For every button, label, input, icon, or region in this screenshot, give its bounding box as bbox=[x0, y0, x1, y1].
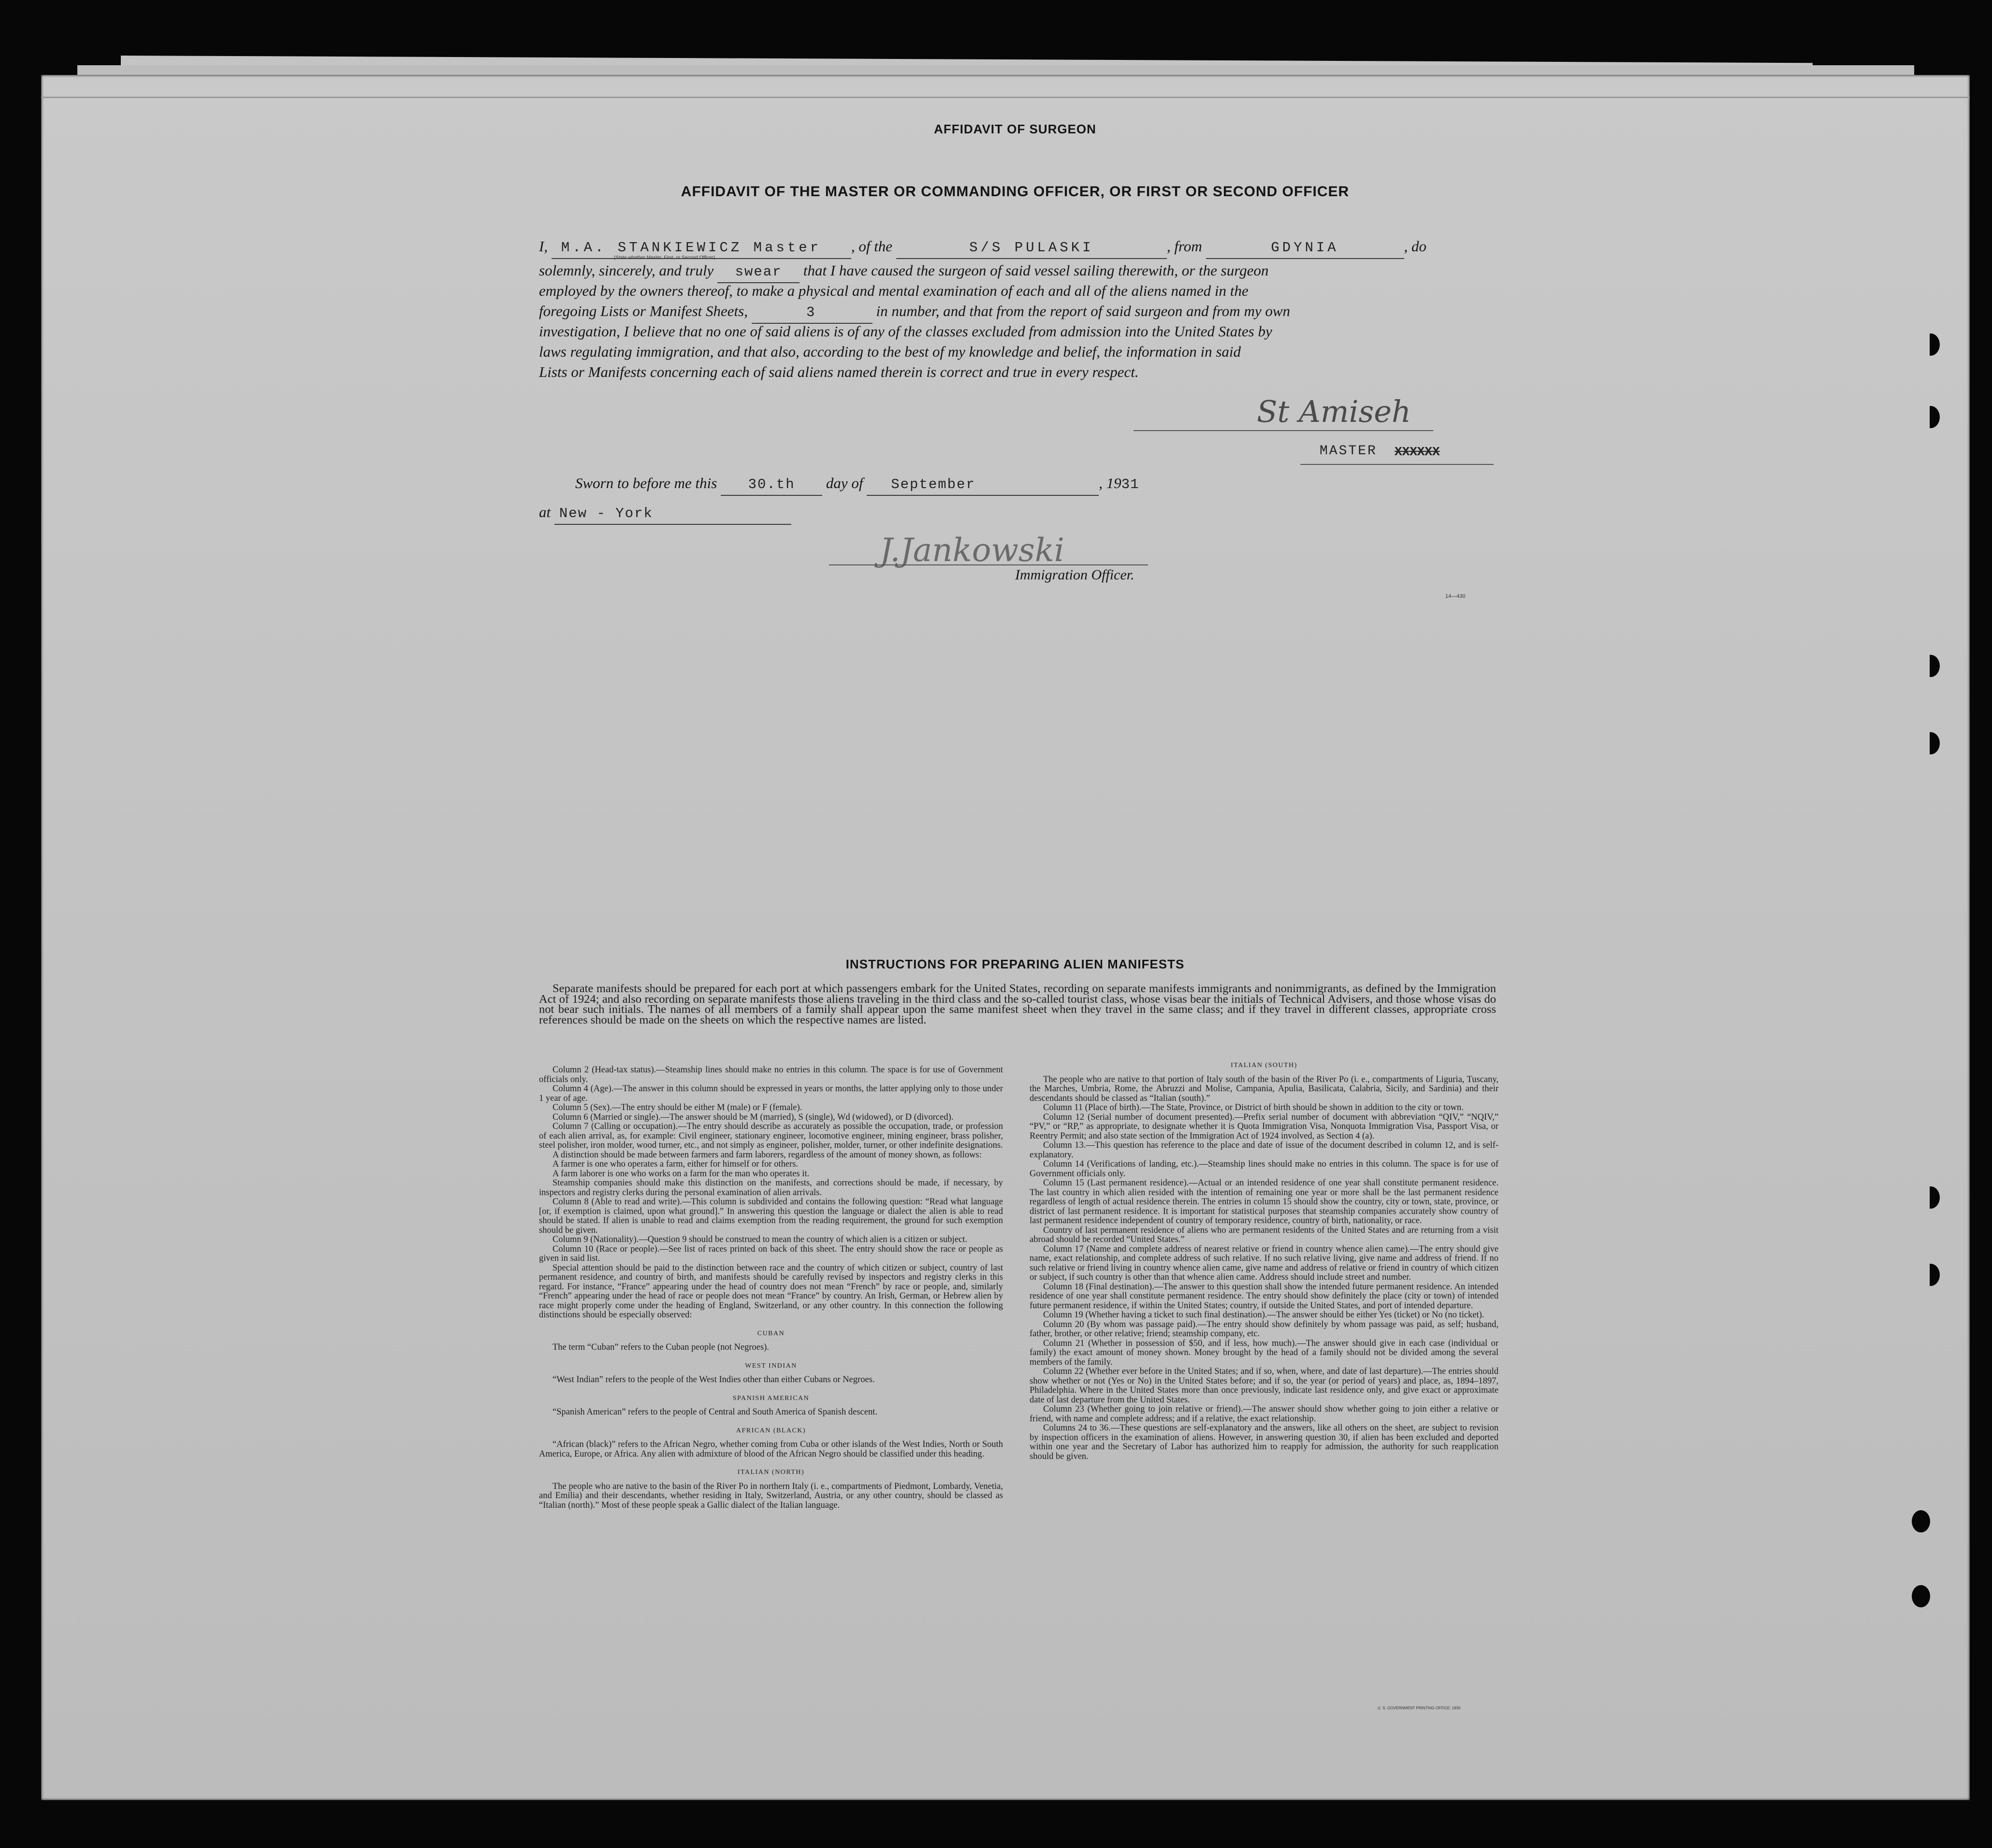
header-top: AFFIDAVIT OF SURGEON bbox=[934, 122, 1096, 136]
sworn-year: 31 bbox=[1121, 476, 1139, 492]
sworn-text: day of bbox=[826, 475, 863, 491]
instruction-paragraph: Column 10 (Race or people).—See list of races printed on back of this sheet. The entry should show the race or people as given in said list. bbox=[539, 1244, 1003, 1263]
printer-imprint: U. S. GOVERNMENT PRINTING OFFICE: 1930 bbox=[1378, 1706, 1461, 1710]
instruction-paragraph: A farm laborer is one who works on a farm for the man who operates it. bbox=[553, 1169, 810, 1179]
sworn-place-line bbox=[539, 502, 926, 525]
instruction-paragraph: A farmer is one who operates a farm, either for himself or for others. bbox=[553, 1159, 799, 1169]
at-text: at bbox=[539, 504, 551, 520]
instruction-paragraph: Column 18 (Final destination).—The answer to this question shall show the intended future permanent residence. An intended residence of one year shall constitute permanent residence. The entry should show definitely the place (city or town) of intended future permanent residence, if within the United States; country, if outside the United States, and port of intended departure. bbox=[1030, 1282, 1498, 1311]
instruction-paragraph: “Spanish American” refers to the people of Central and South America of Spanish descent. bbox=[553, 1407, 877, 1417]
sworn-text: , 19 bbox=[1099, 475, 1121, 491]
sworn-text: Sworn to before me this bbox=[575, 475, 717, 491]
instruction-paragraph: Special attention should be paid to the distinction between race and the country of which citizen or subject, country of last permanent residence, and country of birth, and manifests should be carefully revised by inspectors and registry clerks in this regard. For instance, “France” appearing under the head of country does not mean “French” by race or people, and, similarly “French” appearing under the head of race or people does not mean “France” by country. An Irish, German, or Hebrew alien by race might properly come under the heading of England, Switzerland, or any other country. In this connection the following distinctions should be especially observed: bbox=[539, 1263, 1003, 1320]
affidavit-text: in number, and that from the report of said surgeon and from my own bbox=[876, 303, 1291, 319]
do-text: , do bbox=[1404, 238, 1426, 255]
instruction-paragraph: Country of last permanent residence of aliens who are permanent residents of the United States and are returning from a visit abroad should be recorded “United States.” bbox=[1030, 1225, 1498, 1244]
struck-title: XXXXXX bbox=[1395, 445, 1440, 459]
instruction-paragraph: Column 22 (Whether ever before in the United States; and if so, when, where, and date of last departure).—The entries should show whether or not (Yes or No) in the United States before; and if so, the year (or period of years) and place, as, 1894–1897, Philadelphia. Where in the United States more than once previously, indicate last residence only, and give exact or approximate date of last departure from the United States. bbox=[1030, 1367, 1498, 1405]
affidavit-text: solemnly, sincerely, and truly bbox=[539, 262, 714, 279]
sworn-place-field: New - York bbox=[554, 503, 791, 525]
instruction-paragraph: Column 6 (Married or single).—The answer should be M (married), S (single), Wd (widowed), or D (divorced). bbox=[553, 1112, 954, 1122]
page-title: AFFIDAVIT OF THE MASTER OR COMMANDING OFFICER, OR FIRST OR SECOND OFFICER bbox=[681, 184, 1350, 200]
section-heading: WEST INDIAN bbox=[745, 1362, 797, 1370]
affidavit-line-5: investigation, I believe that no one of said aliens is of any of the classes excluded from admission into the United States by bbox=[539, 323, 1272, 340]
instruction-paragraph: Column 13.—This question has reference to the place and date of issue of the document described in column 12, and is self-explanatory. bbox=[1030, 1141, 1498, 1160]
instruction-paragraph: “West Indian” refers to the people of the West Indies other than either Cubans or Negroes. bbox=[553, 1375, 875, 1385]
section-heading: ITALIAN (SOUTH) bbox=[1231, 1062, 1297, 1069]
master-signature: St Amiseh bbox=[1257, 394, 1411, 429]
binder-hole-icon bbox=[1912, 1585, 1930, 1607]
affidavit-line-6: laws regulating immigration, and that also, according to the best of my knowledge and belief, the information in said bbox=[539, 343, 1241, 360]
instruction-paragraph: Columns 24 to 36.—These questions are self-explanatory and the answers, like all others on the sheet, are subject to revision by inspection officers in the examination of aliens. However, in answering question 30, if alien has been excluded and deported within one year and the Secretary of Labor has authorized him to reapply for admission, the authority for such reapplication should be given. bbox=[1030, 1423, 1498, 1461]
title-line bbox=[1300, 464, 1494, 465]
form-number: 14—430 bbox=[1445, 593, 1466, 599]
instruction-paragraph: Column 12 (Serial number of document presented).—Prefix serial number of document with abbreviation “QIV,” “NQIV,” “PV,” or “RP,” as appropriate, to designate whether it is Quota Immigration Visa, Nonquota Immigration Visa, Passport Visa, or Reentry Permit; and also state section of the Immigration Act of 1924 involved, as Section 4 (a). bbox=[1030, 1112, 1498, 1141]
name-caption: (State whether Master, First, or Second Officer) bbox=[614, 255, 715, 260]
section-heading: SPANISH AMERICAN bbox=[732, 1394, 810, 1402]
binder-hole-icon bbox=[1912, 1510, 1930, 1532]
instruction-paragraph: Column 15 (Last permanent residence).—Actual or an intended residence of one year shall constitute permanent residence. The last country in which alien resided with the intention of remaining one year or more shall be the last permanent residence regardless of length of actual residence therein. The entries in column 15 should show the country, city or town, state, province, or district of last permanent residence. It is important for statistical purposes that steamship companies accurately show country of last permanent residence independent of country of temporary residence, country of birth, nationality, or race. bbox=[1030, 1178, 1498, 1226]
signature-line bbox=[1134, 430, 1433, 431]
instruction-paragraph: A distinction should be made between farmers and farm laborers, regardless of the amount of money shown, as follows: bbox=[553, 1150, 982, 1160]
section-heading: ITALIAN (NORTH) bbox=[737, 1469, 805, 1476]
affidavit-line-4 bbox=[539, 301, 1506, 324]
instruction-paragraph: Column 7 (Calling or occupation).—The entry should describe as accurately as possible the occupation, trade, or profession of each alien arrival, as, for example: Civil engineer, stationary engineer, locomotive engineer, mining engineer, brass polisher, steel polisher, iron molder, wood turner, etc., and not simply as engineer, polisher, molder, turner, or other indefinite designations. bbox=[539, 1122, 1003, 1150]
affidavit-line-3: employed by the owners thereof, to make a physical and mental examination of each and all of the aliens named in the bbox=[539, 282, 1249, 299]
page-fold-line bbox=[41, 97, 1970, 98]
affidavit-line-7: Lists or Manifests concerning each of said aliens named therein is correct and true in every respect. bbox=[539, 363, 1139, 380]
instruction-paragraph: Column 9 (Nationality).—Question 9 should be construed to mean the country of which alien is a citizen or subject. bbox=[553, 1235, 968, 1244]
sworn-month-field: September bbox=[867, 474, 1099, 496]
officer-label: Immigration Officer. bbox=[1015, 567, 1134, 583]
instruction-paragraph: Steamship companies should make this distinction on the manifests, and corrections should be made, if necessary, by inspectors and registry clerks during the personal examination of alien arrivals. bbox=[539, 1178, 1003, 1198]
instructions-intro bbox=[539, 983, 1496, 1025]
sworn-day-field: 30.th bbox=[721, 474, 822, 496]
instruction-paragraph: “African (black)” refers to the African Negro, whether coming from Cuba or other islands of the West Indies, North or South America, Europe, or Africa. Any alien with admixture of blood of the African Negro should be classified under this heading. bbox=[539, 1440, 1003, 1459]
from-text: , from bbox=[1166, 238, 1202, 255]
affidavit-text: that I have caused the surgeon of said vessel sailing therewith, or the surgeon bbox=[803, 262, 1269, 279]
instructions-right-column bbox=[1030, 1061, 1498, 1704]
affidavit-i: I, bbox=[539, 238, 548, 255]
vessel-name-field: S/S PULASKI bbox=[896, 237, 1167, 259]
instruction-paragraph: Column 11 (Place of birth).—The State, Province, or District of birth should be shown in addition to the city or town. bbox=[1043, 1103, 1464, 1112]
officer-name-field: M.A. STANKIEWICZ Master bbox=[552, 237, 851, 259]
instruction-paragraph: Column 5 (Sex).—The entry should be either M (male) or F (female). bbox=[553, 1103, 802, 1112]
affidavit-text: foregoing Lists or Manifest Sheets, bbox=[539, 303, 748, 319]
sworn-line bbox=[575, 473, 1300, 496]
instruction-paragraph: Column 17 (Name and complete address of nearest relative or friend in country whence alien came).—The entry should give name, exact relationship, and complete address of such relative. If no such relative living, give name and address of friend. If no such relative or friend living in country whence alien came, give name and address of relative or friend in country of which citizen or subject, if such country is other than that whence alien came. Address should include street and number. bbox=[1030, 1244, 1498, 1282]
instruction-paragraph: Column 8 (Able to read and write).—This column is subdivided and contains the following question: “Read what language [or, if exemption is claimed, upon what ground].” In answering this question the language or dialect the alien is able to read should be stated. If alien is unable to read and claims exemption from the reading requirement, the ground for such exemption should be given. bbox=[539, 1197, 1003, 1235]
instruction-paragraph: Column 14 (Verifications of landing, etc.).—Steamship lines should make no entries in this column. The space is for use of Government officials only. bbox=[1030, 1159, 1498, 1179]
instruction-paragraph: The people who are native to that portion of Italy south of the basin of the River Po (i. e., compartments of Liguria, Tuscany, the Marches, Umbria, Rome, the Abruzzi and Molise, Campania, Apulia, Basilicata, Calabria, Sicily, and Sardinia) and their descendants should be classed as “Italian (south).” bbox=[1030, 1074, 1498, 1103]
master-label: MASTER bbox=[1320, 444, 1377, 459]
instruction-paragraph: Column 4 (Age).—The answer in this column should be expressed in years or months, the latter applying only to those under 1 year of age. bbox=[539, 1084, 1003, 1103]
instruction-paragraph: Column 23 (Whether going to join relative or friend).—The answer should show whether going to join either a relative or friend, with name and complete address; and if a relative, the exact relationship. bbox=[1030, 1404, 1498, 1424]
instructions-left-column bbox=[539, 1066, 1003, 1704]
instruction-paragraph: Column 19 (Whether having a ticket to such final destination).—The answer should be either Yes (ticket) or No (no ticket). bbox=[1043, 1310, 1484, 1320]
instruction-paragraph: The term “Cuban” refers to the Cuban people (not Negroes). bbox=[553, 1343, 769, 1352]
affidavit-line-2 bbox=[539, 260, 1506, 283]
of-the-text: , of the bbox=[851, 238, 893, 255]
oath-field: swear bbox=[717, 261, 800, 283]
section-heading: CUBAN bbox=[757, 1329, 785, 1337]
port-field: GDYNIA bbox=[1206, 237, 1404, 259]
instruction-paragraph: Column 20 (By whom was passage paid).—The entry should show definitely by whom passage was paid, as self; husband, father, brother, or other relative; friend; steamship company, etc. bbox=[1030, 1319, 1498, 1339]
intro-paragraph: Separate manifests should be prepared for each port at which passengers embark for the United States, recording on separate manifests immigrants and nonimmigrants, as defined by the Immigration Act of 1924; and also recording on separate manifests those aliens traveling in the third class and the so-called tourist class, whose visas bear the initials of Technical Advisers, and those whose visas do not bear such initials. The names of all members of a family shall appear upon the same manifest sheet when they travel in the same class; and if they travel in different classes, appropriate cross references should be made on the sheets on which the respective names are listed. bbox=[539, 982, 1496, 1026]
instruction-paragraph: Column 2 (Head-tax status).—Steamship lines should make no entries in this column. The space is for use of Government officials only. bbox=[539, 1066, 1003, 1084]
sheet-count-field: 3 bbox=[752, 302, 872, 324]
section-heading: AFRICAN (BLACK) bbox=[736, 1427, 806, 1434]
instruction-paragraph: The people who are native to the basin of the River Po in northern Italy (i. e., compartments of Piedmont, Lombardy, Venetia, and Emilia) and their descendants, whether residing in Italy, Switzerland, Austria, or any other country, should be classed as “Italian (north).” Most of these people speak a Gallic dialect of the Italian language. bbox=[539, 1481, 1003, 1510]
instruction-paragraph: Column 21 (Whether in possession of $50, and if less, how much).—The answer should give in each case (individual or family) the exact amount of money shown. Money brought by the head of a family should not be divided among the several members of the family. bbox=[1030, 1338, 1498, 1367]
officer-signature: J.Jankowski bbox=[880, 532, 1064, 569]
instructions-title: INSTRUCTIONS FOR PREPARING ALIEN MANIFESTS bbox=[845, 957, 1185, 971]
